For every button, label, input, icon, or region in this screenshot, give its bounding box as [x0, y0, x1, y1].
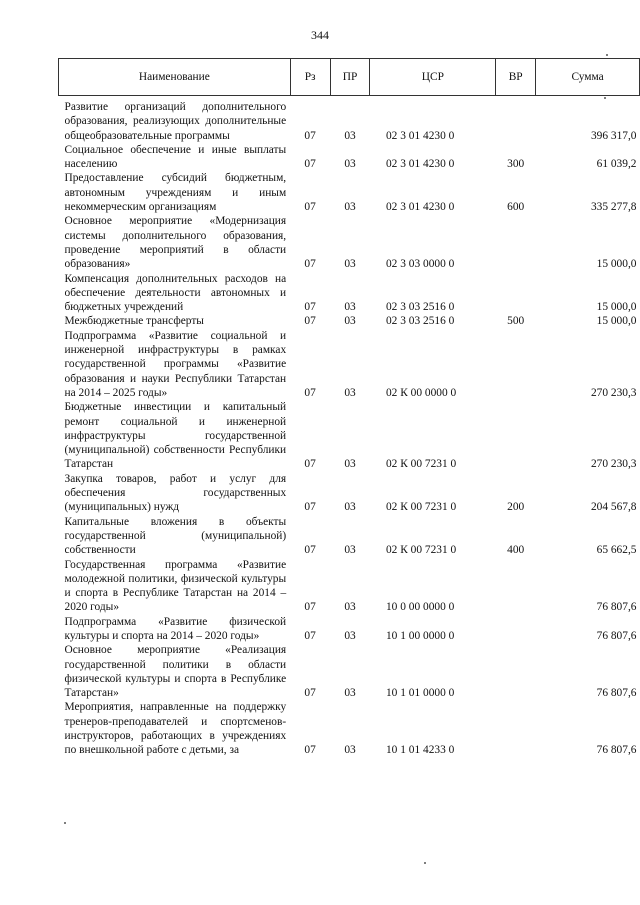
cell-csr: 02 3 03 2516 0 — [385, 301, 455, 314]
cell-sum: 270 230,3 — [590, 458, 637, 471]
cell-csr: 02 К 00 7231 0 — [385, 501, 457, 514]
header-row — [59, 59, 640, 96]
cell-name: Компенсация дополнительных расходов на обеспечение деятельности автономных и бюджетных учреждений — [64, 272, 287, 314]
cell-pr: 03 — [344, 301, 356, 314]
cell-name: Бюджетные инвестиции и капитальный ремонт социальной и инженерной инфраструктуры государственной (муниципальной) собственности Республики Татарстан — [64, 401, 287, 471]
header-pr: ПР — [330, 59, 370, 96]
cell-rz: 07 — [304, 315, 316, 328]
cell-sum: 61 039,2 — [596, 158, 637, 171]
header-name: Наименование — [59, 59, 291, 96]
table-row — [59, 272, 640, 315]
cell-sum: 76 807,6 — [596, 687, 637, 700]
table-row — [59, 643, 640, 700]
scan-speck — [604, 97, 606, 99]
cell-sum: 76 807,6 — [596, 629, 637, 642]
cell-name: Подпрограмма «Развитие социальной и инженерной инфраструктуры в рамках государственной программы «Развитие образования и науки Республики Татарстан на 2014 – 2025 годы» — [64, 329, 287, 399]
scan-speck — [64, 822, 66, 824]
table-row — [59, 472, 640, 515]
cell-csr: 02 3 01 4230 0 — [385, 158, 455, 171]
cell-vr — [496, 400, 536, 471]
cell-pr: 03 — [344, 687, 356, 700]
cell-sum: 15 000,0 — [596, 315, 637, 328]
cell-pr: 03 — [344, 629, 356, 642]
cell-name: Развитие организаций дополнительного образования, реализующих дополнительные общеобразовательные программы — [64, 101, 287, 142]
cell-rz: 07 — [304, 744, 316, 757]
cell-rz: 07 — [304, 544, 316, 557]
cell-pr: 03 — [344, 601, 356, 614]
cell-csr: 02 3 03 2516 0 — [385, 315, 455, 328]
cell-csr: 10 1 01 4233 0 — [385, 744, 455, 757]
cell-vr — [496, 96, 536, 143]
cell-vr — [496, 558, 536, 615]
cell-pr: 03 — [344, 386, 356, 399]
table-row — [59, 615, 640, 644]
cell-vr: 300 — [507, 158, 525, 171]
page-number: 344 — [311, 28, 329, 42]
table-row — [59, 515, 640, 558]
cell-csr: 02 К 00 7231 0 — [385, 458, 457, 471]
cell-name: Государственная программа «Развитие молодежной политики, физической культуры и спорта в Республике Татарстан на 2014 – 2020 годы» — [64, 558, 287, 614]
cell-vr — [496, 615, 536, 644]
table-row — [59, 143, 640, 172]
cell-name: Социальное обеспечение и иные выплаты населению — [64, 143, 287, 171]
cell-pr: 03 — [344, 458, 356, 471]
table-row — [59, 400, 640, 471]
cell-name: Мероприятия, направленные на поддержку тренеров-преподавателей и спортсменов-инструкторов, работающих в учреждениях по внешкольной работе с детьми, за — [64, 701, 287, 757]
cell-sum: 76 807,6 — [596, 744, 637, 757]
cell-sum: 396 317,0 — [590, 129, 637, 142]
cell-name: Предоставление субсидий бюджетным, автономным учреждениям и иным некоммерческим организациям — [64, 172, 287, 214]
cell-pr: 03 — [344, 744, 356, 757]
cell-rz: 07 — [304, 258, 316, 271]
cell-vr — [496, 329, 536, 400]
cell-rz: 07 — [304, 201, 316, 214]
cell-sum: 15 000,0 — [596, 301, 637, 314]
header-sum: Сумма — [536, 59, 640, 96]
table-row — [59, 171, 640, 214]
cell-sum: 270 230,3 — [590, 386, 637, 399]
cell-csr: 10 1 01 0000 0 — [385, 687, 455, 700]
cell-csr: 02 3 01 4230 0 — [385, 129, 455, 142]
cell-sum: 76 807,6 — [596, 601, 637, 614]
table-row — [59, 700, 640, 757]
cell-rz: 07 — [304, 601, 316, 614]
scan-speck — [424, 862, 426, 864]
cell-vr — [496, 700, 536, 757]
cell-name: Межбюджетные трансферты — [64, 315, 204, 328]
cell-sum: 65 662,5 — [596, 544, 637, 557]
cell-rz: 07 — [304, 386, 316, 399]
cell-name: Основное мероприятие «Модернизация системы дополнительного образования, проведение мероприятий в области образования» — [64, 215, 287, 271]
cell-name: Закупка товаров, работ и услуг для обеспечения государственных (муниципальных) нужд — [64, 472, 287, 514]
cell-pr: 03 — [344, 544, 356, 557]
cell-name: Капитальные вложения в объекты государственной (муниципальной) собственности — [64, 515, 287, 557]
cell-pr: 03 — [344, 501, 356, 514]
cell-pr: 03 — [344, 158, 356, 171]
cell-vr: 600 — [507, 201, 525, 214]
table-row — [59, 558, 640, 615]
cell-csr: 02 3 03 0000 0 — [385, 258, 455, 271]
cell-rz: 07 — [304, 687, 316, 700]
cell-sum: 15 000,0 — [596, 258, 637, 271]
cell-vr: 400 — [507, 544, 525, 557]
cell-csr: 02 К 00 7231 0 — [385, 544, 457, 557]
cell-pr: 03 — [344, 129, 356, 142]
cell-name: Основное мероприятие «Реализация государственной политики в области физической культуры и спорта в Республике Татарстан» — [64, 644, 287, 700]
cell-name: Подпрограмма «Развитие физической культуры и спорта на 2014 – 2020 годы» — [64, 615, 287, 642]
cell-pr: 03 — [344, 258, 356, 271]
table-row — [59, 329, 640, 400]
header-csr: ЦСР — [370, 59, 496, 96]
cell-rz: 07 — [304, 458, 316, 471]
cell-pr: 03 — [344, 315, 356, 328]
cell-csr: 10 0 00 0000 0 — [385, 601, 455, 614]
cell-rz: 07 — [304, 129, 316, 142]
cell-csr: 10 1 00 0000 0 — [385, 629, 455, 642]
cell-sum: 204 567,8 — [590, 501, 637, 514]
cell-csr: 02 К 00 0000 0 — [385, 386, 457, 399]
table-row — [59, 96, 640, 143]
cell-rz: 07 — [304, 301, 316, 314]
cell-vr — [496, 214, 536, 271]
cell-rz: 07 — [304, 158, 316, 171]
table-body — [59, 96, 640, 758]
cell-vr — [496, 643, 536, 700]
header-vr: ВР — [496, 59, 536, 96]
cell-pr: 03 — [344, 201, 356, 214]
cell-vr: 200 — [507, 501, 525, 514]
budget-table — [58, 58, 640, 758]
cell-csr: 02 3 01 4230 0 — [385, 201, 455, 214]
header-rz: Рз — [290, 59, 330, 96]
cell-vr: 500 — [507, 315, 525, 328]
table-header — [59, 59, 640, 96]
table-row — [59, 214, 640, 271]
cell-rz: 07 — [304, 629, 316, 642]
table-row — [59, 314, 640, 328]
scan-speck — [606, 54, 608, 56]
cell-rz: 07 — [304, 501, 316, 514]
cell-sum: 335 277,8 — [590, 201, 637, 214]
cell-vr — [496, 272, 536, 315]
